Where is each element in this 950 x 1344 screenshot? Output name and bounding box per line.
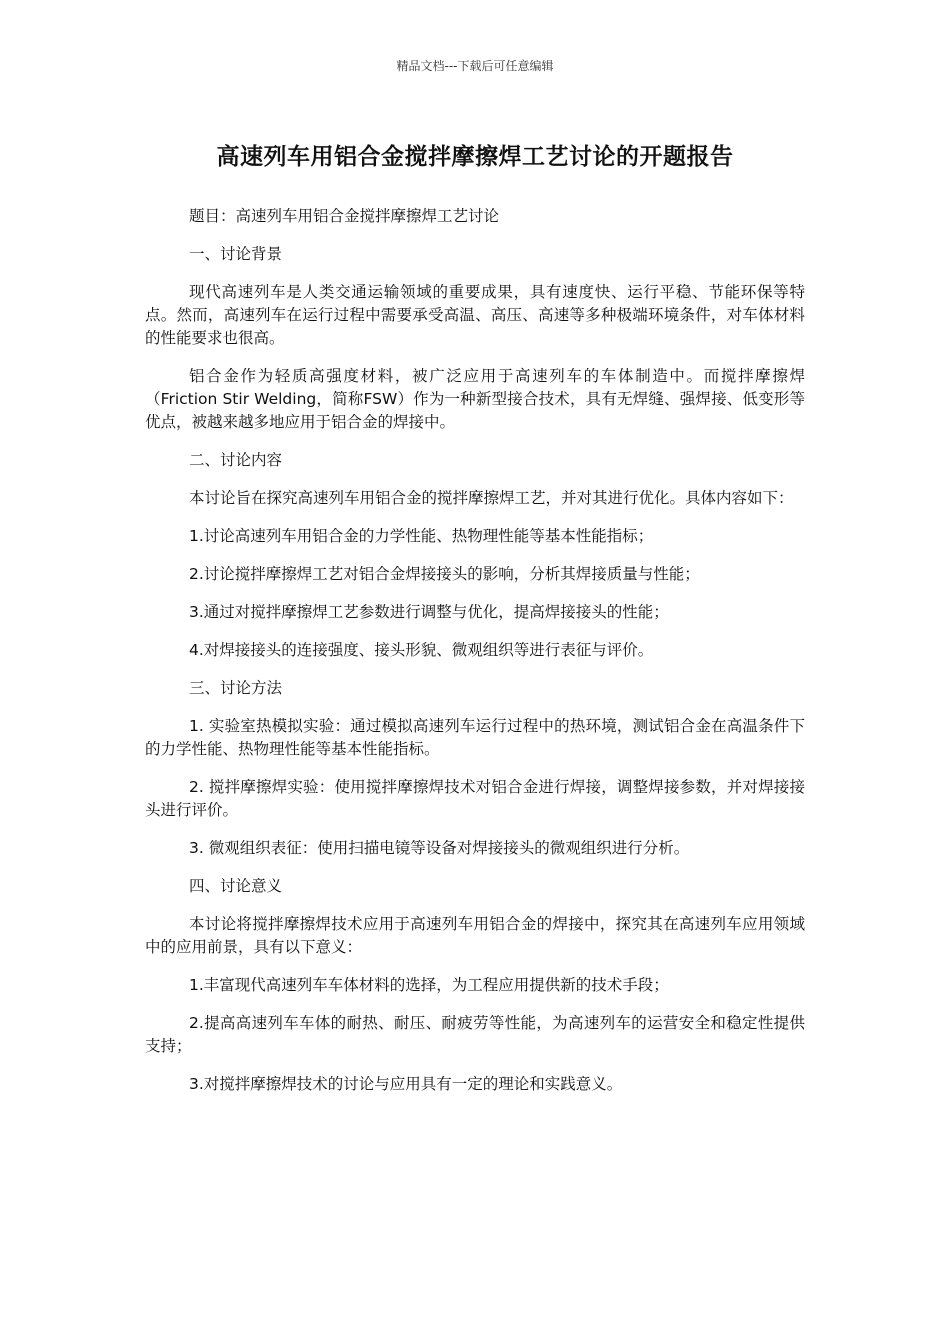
method-item-1: 1. 实验室热模拟实验：通过模拟高速列车运行过程中的热环境，测试铝合金在高温条件下的力学性能、热物理性能等基本性能指标。 bbox=[145, 717, 805, 758]
section-heading-content: 二、讨论内容 bbox=[189, 451, 283, 469]
section-heading-method: 三、讨论方法 bbox=[189, 679, 283, 697]
paragraph-content-intro: 本讨论旨在探究高速列车用铝合金的搅拌摩擦焊工艺，并对其进行优化。具体内容如下： bbox=[189, 489, 794, 507]
method-item-2: 2. 搅拌摩擦焊实验：使用搅拌摩擦焊技术对铝合金进行焊接，调整焊接参数，并对焊接接头进行评价。 bbox=[145, 778, 805, 819]
significance-item-3: 3.对搅拌摩擦焊技术的讨论与应用具有一定的理论和实践意义。 bbox=[189, 1075, 623, 1093]
content-item-3: 3.通过对搅拌摩擦焊工艺参数进行调整与优化，提高焊接接头的性能； bbox=[189, 603, 669, 621]
method-item-3: 3. 微观组织表征：使用扫描电镜等设备对焊接接头的微观组织进行分析。 bbox=[189, 839, 690, 857]
page-header: 精品文档---下载后可任意编辑 bbox=[396, 59, 554, 73]
document-body bbox=[145, 205, 805, 1111]
paragraph-significance-intro: 本讨论将搅拌摩擦焊技术应用于高速列车用铝合金的焊接中，探究其在高速列车应用领域中的应用前景，具有以下意义： bbox=[145, 915, 805, 956]
document-title: 高速列车用铝合金搅拌摩擦焊工艺讨论的开题报告 bbox=[216, 144, 734, 170]
significance-item-1: 1.丰富现代高速列车车体材料的选择，为工程应用提供新的技术手段； bbox=[189, 976, 669, 994]
content-item-2: 2.讨论搅拌摩擦焊工艺对铝合金焊接接头的影响，分析其焊接质量与性能； bbox=[189, 565, 700, 583]
section-heading-significance: 四、讨论意义 bbox=[189, 877, 283, 895]
paragraph-background-2: 铝合金作为轻质高强度材料，被广泛应用于高速列车的车体制造中。而搅拌摩擦焊（Friction Stir Welding，简称FSW）作为一种新型接合技术，具有无焊缝、强焊接、低变形等优点，被越来越多地应用于铝合金的焊接中。 bbox=[145, 367, 805, 431]
topic-line: 题目：高速列车用铝合金搅拌摩擦焊工艺讨论 bbox=[189, 207, 500, 225]
significance-item-2: 2.提高高速列车车体的耐热、耐压、耐疲劳等性能，为高速列车的运营安全和稳定性提供支持； bbox=[145, 1014, 805, 1055]
content-item-4: 4.对焊接接头的连接强度、接头形貌、微观组织等进行表征与评价。 bbox=[189, 641, 654, 659]
paragraph-background-1: 现代高速列车是人类交通运输领域的重要成果，具有速度快、运行平稳、节能环保等特点。然而，高速列车在运行过程中需要承受高温、高压、高速等多种极端环境条件，对车体材料的性能要求也很高。 bbox=[145, 283, 805, 347]
section-heading-background: 一、讨论背景 bbox=[189, 245, 283, 263]
content-item-1: 1.讨论高速列车用铝合金的力学性能、热物理性能等基本性能指标； bbox=[189, 527, 654, 545]
